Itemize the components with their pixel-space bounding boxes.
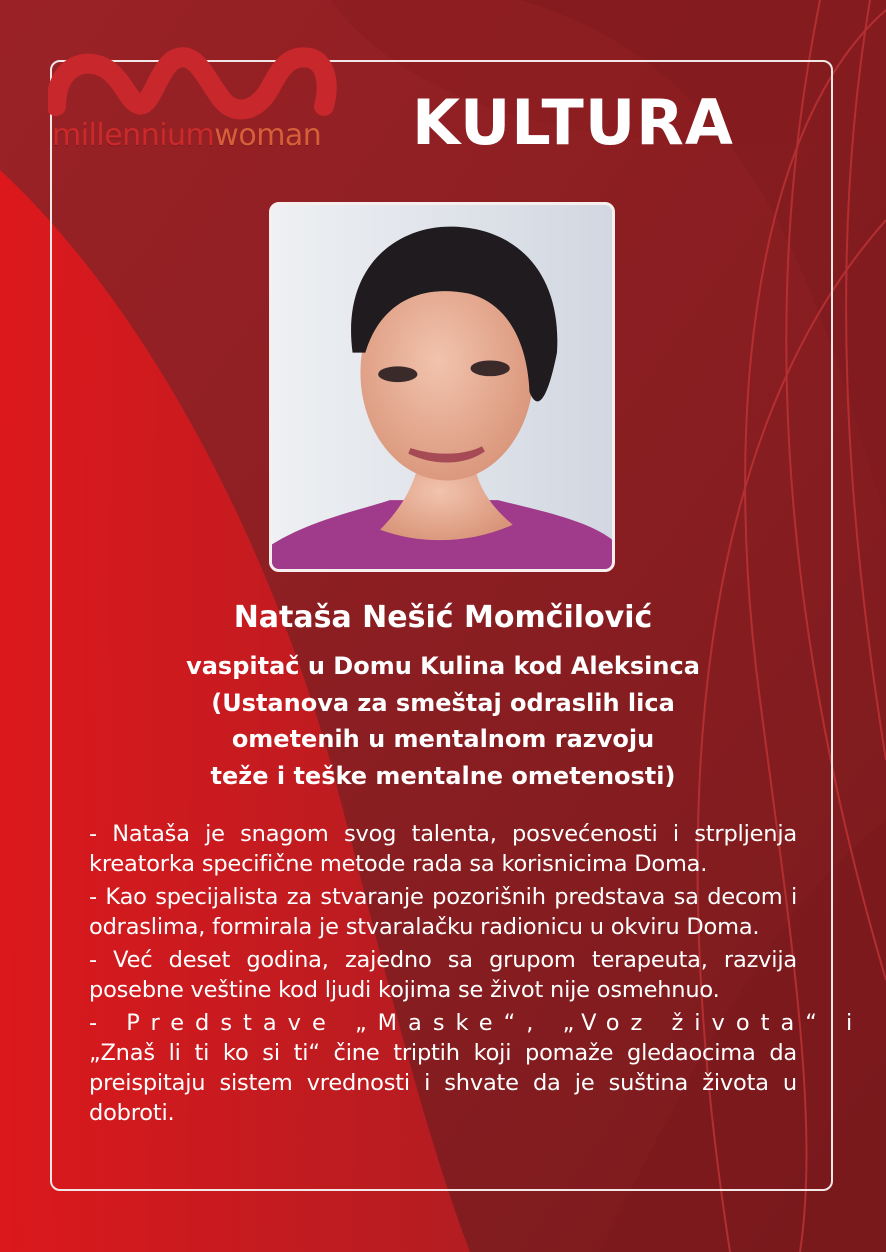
role-line: vaspitač u Domu Kulina kod Aleksinca xyxy=(186,652,700,680)
bio-paragraph xyxy=(89,1008,864,1128)
bio-plays-line: - Predstave „Maske“, „Voz života“ i xyxy=(89,1010,864,1036)
bio-plays-rest: „Znaš li ti ko si ti“ čine triptih koji pomaže gledaocima da preispitaju sistem vrednosti i shvate da je suština života u dobroti. xyxy=(89,1040,797,1126)
logo-wordmark xyxy=(52,118,321,153)
person-name: Nataša Nešić Momčilović xyxy=(233,600,653,635)
bio-paragraph: - Već deset godina, zajedno sa grupom terapeuta, razvija posebne veštine kod ljudi kojima se život nije osmehnuo. xyxy=(89,947,797,1003)
portrait-photo xyxy=(269,202,615,572)
page-title: KULTURA xyxy=(412,86,734,159)
bio-paragraph: - Kao specijalista za stvaranje pozorišnih predstava sa decom i odraslima, formirala je stvaralačku radionicu u okviru Doma. xyxy=(89,884,797,940)
role-line: teže i teške mentalne ometenosti) xyxy=(210,761,676,790)
role-line: ometenih u mentalnom razvoju xyxy=(231,725,655,753)
biography-text xyxy=(89,819,864,1128)
person-role xyxy=(0,648,886,794)
logo-word-millennium: millennium xyxy=(52,118,215,153)
bio-paragraph: - Nataša je snagom svog talenta, posvećenosti i strpljenja kreatorka specifične metode rada sa korisnicima Doma. xyxy=(89,821,797,877)
role-line: (Ustanova za smeštaj odraslih lica xyxy=(211,688,675,717)
logo-word-woman: woman xyxy=(214,118,322,153)
